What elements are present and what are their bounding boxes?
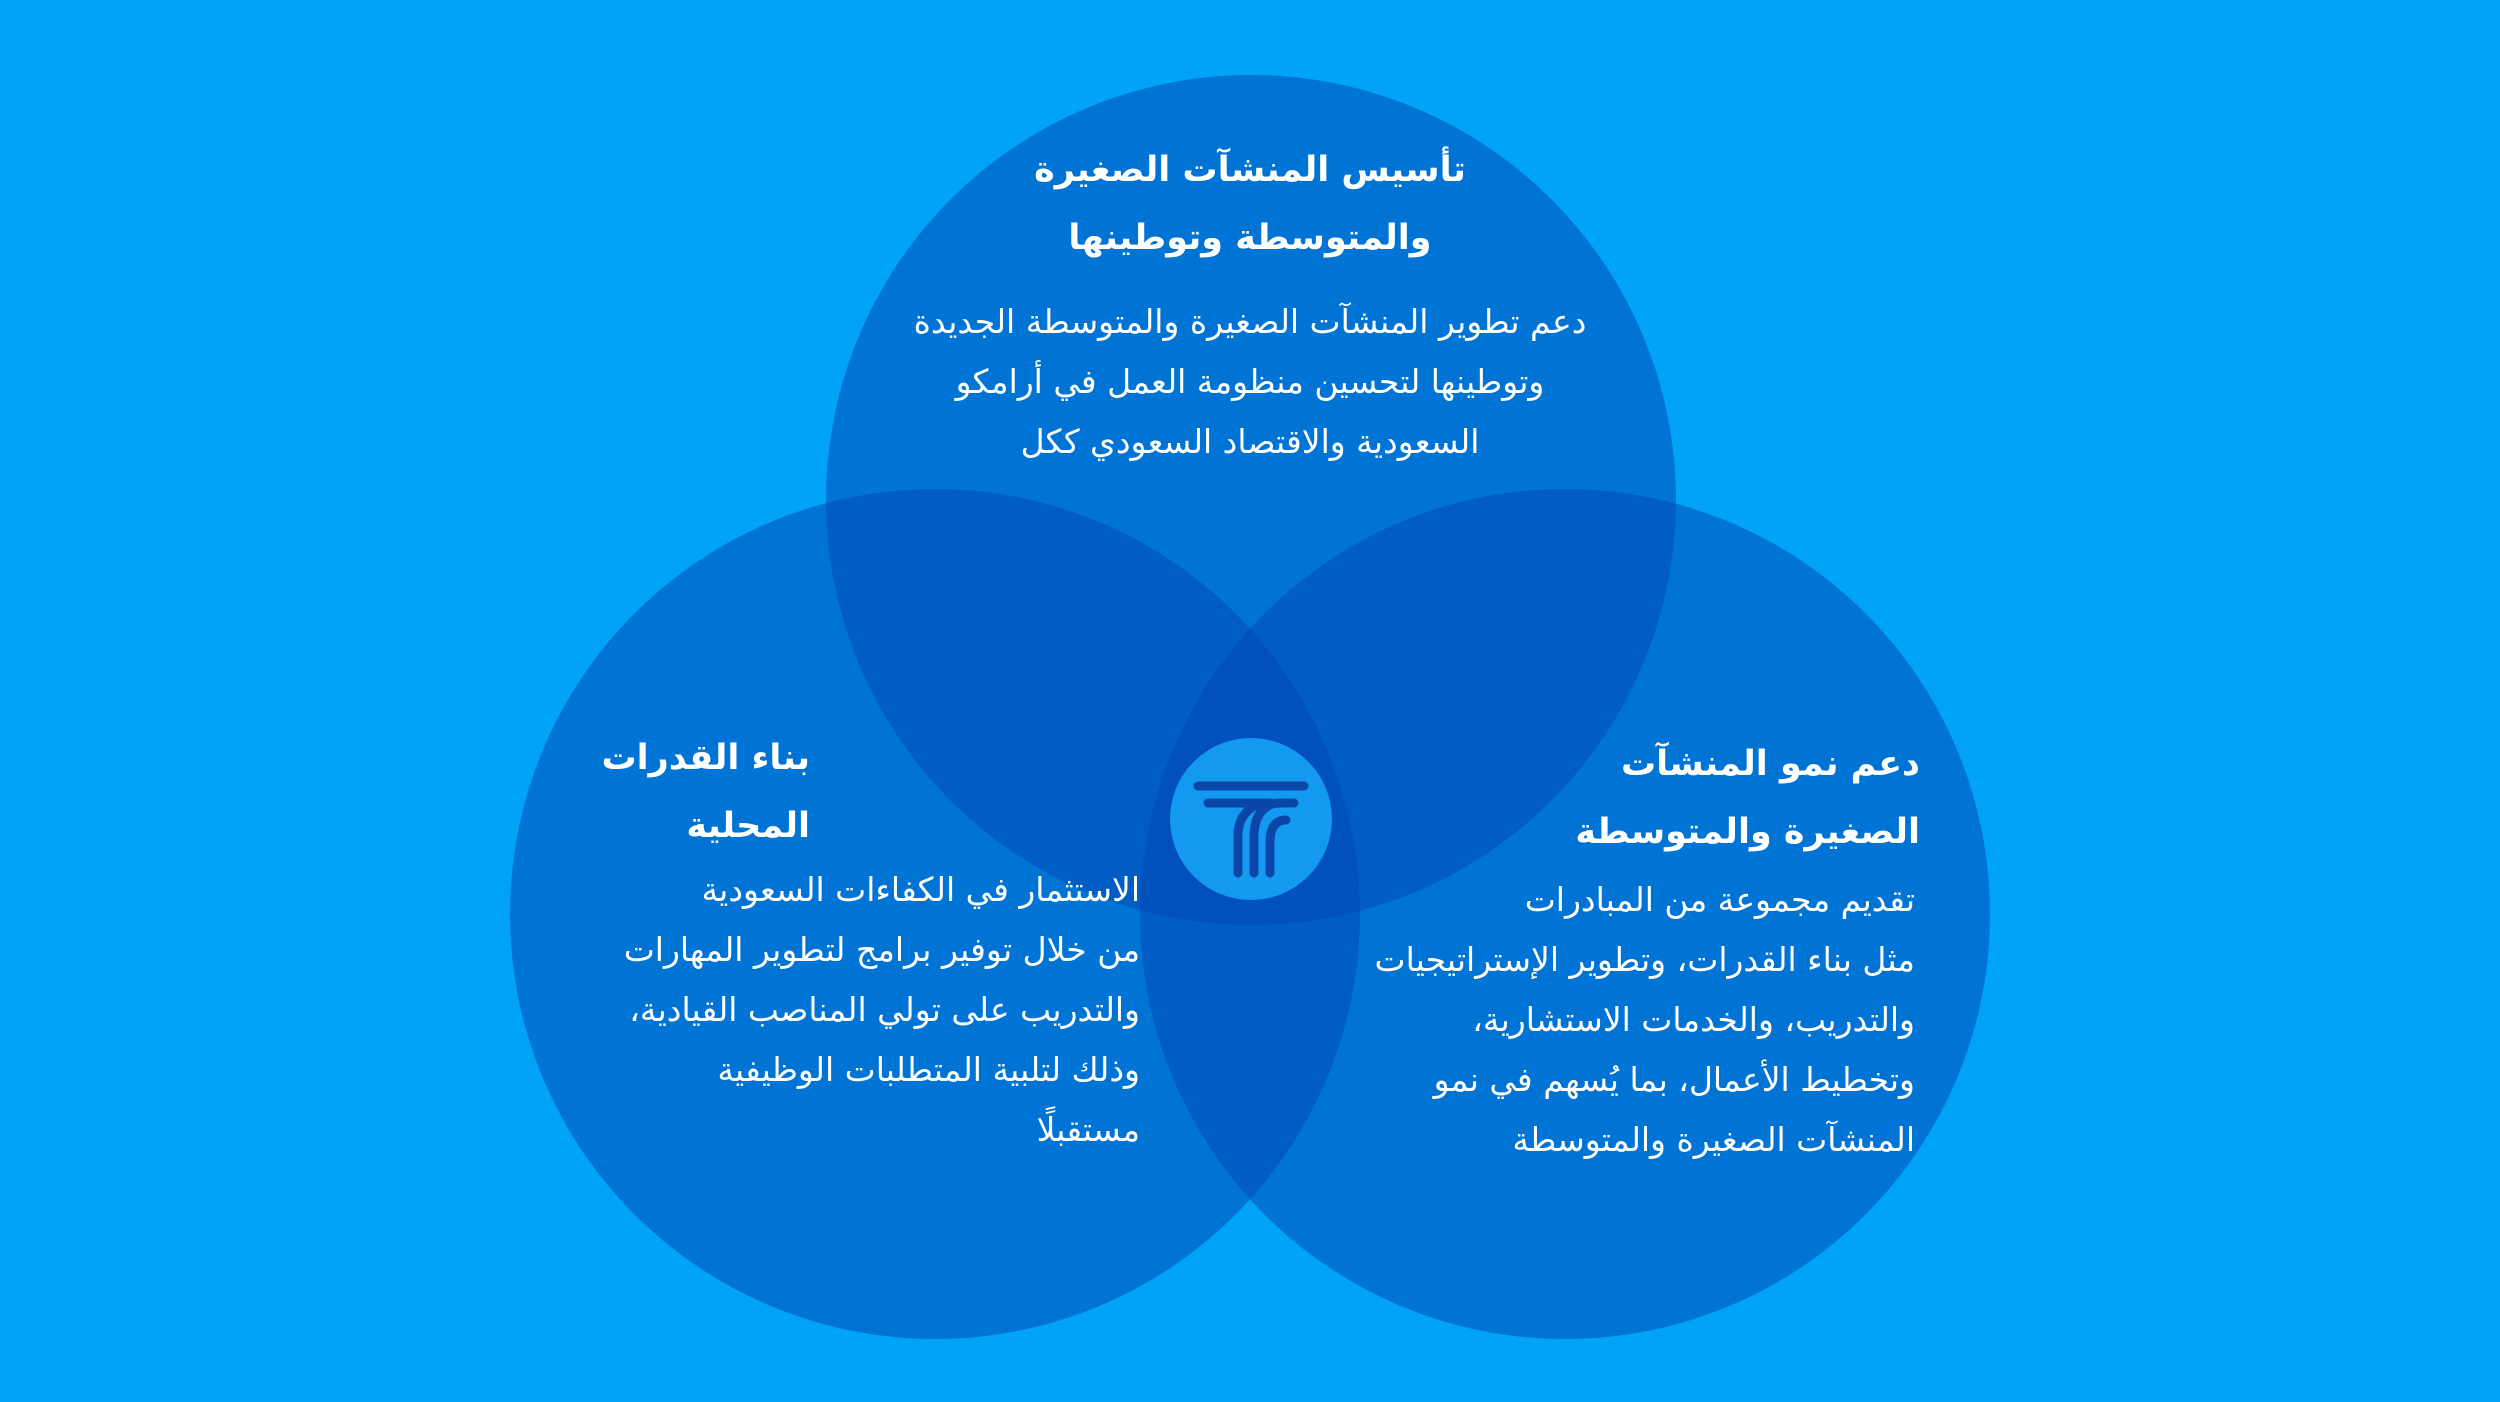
left-body-line: مستقبلًا (1036, 1110, 1140, 1149)
right-title (1550, 730, 1920, 866)
right-body-line: تقديم مجموعة من المبادرات (1524, 880, 1915, 919)
top-title (1000, 136, 1500, 272)
right-body (1300, 870, 1915, 1170)
top-body (850, 292, 1650, 472)
left-body-line: الاستثمار في الكفاءات السعودية (701, 870, 1140, 909)
left-title-line: بناء القدرات (601, 738, 810, 778)
left-body (560, 860, 1140, 1160)
top-body-line: السعودية والاقتصاد السعودي ككل (1020, 422, 1480, 461)
top-body-line: وتوطينها لتحسين منظومة العمل في أرامكو (955, 362, 1545, 401)
right-body-line: مثل بناء القدرات، وتطوير الإستراتيجيات (1374, 940, 1915, 979)
top-title-line: تأسيس المنشآت الصغيرة (1034, 150, 1466, 190)
t-logo-icon (1170, 738, 1332, 900)
left-title-line: المحلية (686, 806, 810, 846)
top-body-line: دعم تطوير المنشآت الصغيرة والمتوسطة الجديدة (913, 302, 1587, 341)
right-body-line: والتدريب، والخدمات الاستشارية، (1472, 1000, 1915, 1039)
right-body-line: المنشآت الصغيرة والمتوسطة (1512, 1120, 1915, 1159)
logo (1170, 738, 1332, 900)
top-title-line: والمتوسطة وتوطينها (1068, 218, 1432, 258)
right-title-line: دعم نمو المنشآت (1620, 744, 1920, 784)
right-body-line: وتخطيط الأعمال، بما يُسهم في نمو (1433, 1060, 1915, 1099)
right-title-line: الصغيرة والمتوسطة (1575, 812, 1920, 852)
left-body-line: والتدريب على تولي المناصب القيادية، (629, 990, 1140, 1029)
left-body-line: وذلك لتلبية المتطلبات الوظيفية (717, 1050, 1140, 1089)
left-body-line: من خلال توفير برامج لتطوير المهارات (623, 930, 1140, 969)
left-title (560, 724, 810, 860)
